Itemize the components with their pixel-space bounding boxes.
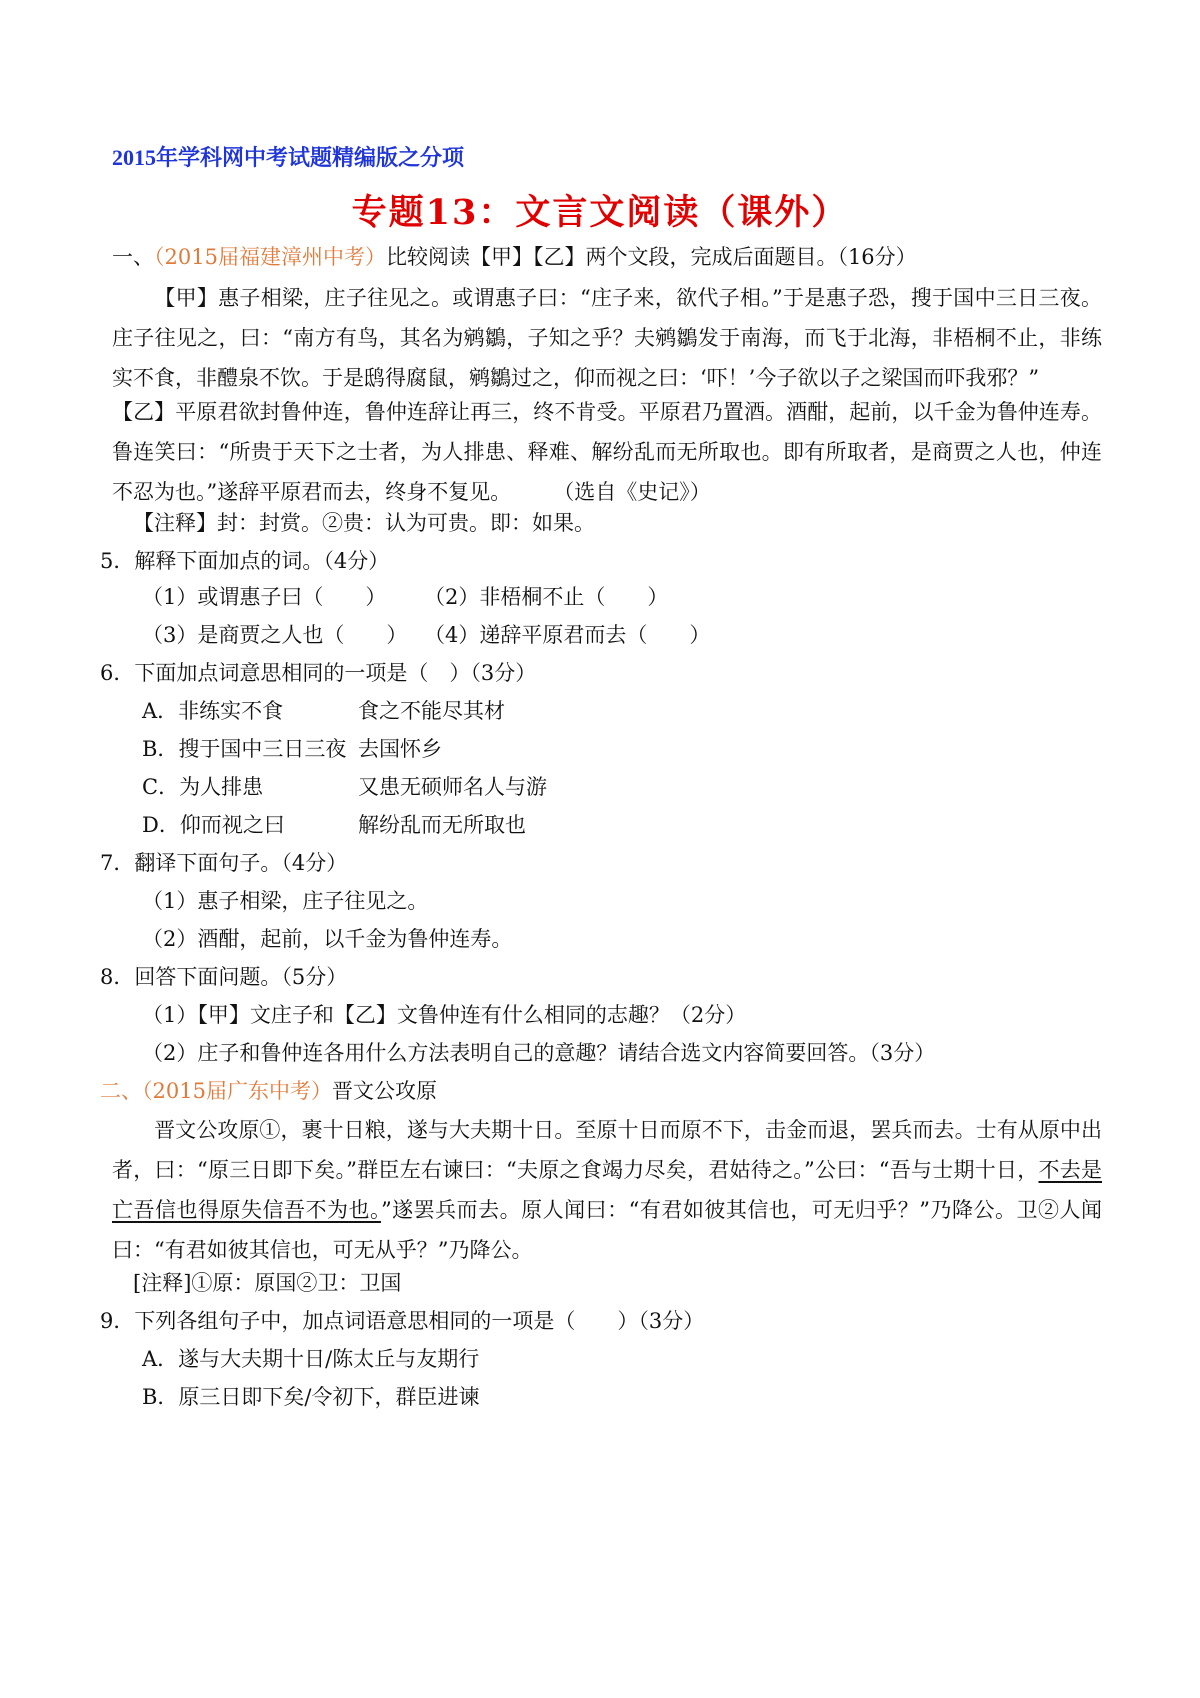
section2-note: [注释]①原：原国②卫：卫国: [133, 1271, 402, 1295]
passage-yi-source: （选自《史记》）: [563, 480, 711, 504]
q7-item: （1）惠子相梁，庄子往见之。: [142, 889, 429, 913]
q7-stem: 7．翻译下面句子。（4分）: [100, 851, 348, 875]
q6-option-right: 解纷乱而无所取也: [358, 813, 526, 837]
section2-heading: [100, 1076, 437, 1106]
q9-option: A．遂与大夫期十日/陈太丘与友期行: [142, 1347, 480, 1371]
q6-option-left: B．搜于国中三日三夜: [142, 737, 347, 761]
section1-note: 【注释】封：封赏。②贵：认为可贵。即：如果。: [133, 511, 595, 535]
series-title: 2015年学科网中考试题精编版之分项: [112, 145, 465, 170]
section1-heading: [112, 242, 917, 272]
q5-stem: 5．解释下面加点的词。（4分）: [100, 549, 390, 573]
passage-jin-wen-gong: 晋文公攻原①，裹十日粮，遂与大夫期十日。至原十日而原不下，击金而退，罢兵而去。士有从原中出者，曰：“原三日即下矣。”群臣左右谏曰：“夫原之食竭力尽矣，君姑待之。”公曰：“吾与士期十日，不去是亡吾信也得原失信吾不为也。”遂罢兵而去。原人闻曰：“有君如彼其信也，可无归乎？”乃降公。卫②人闻曰：“有君如彼其信也，可无从乎？”乃降公。: [112, 1118, 1103, 1262]
q6-option-left: C．为人排患: [142, 775, 264, 799]
q6-option-right: 又患无硕师名人与游: [358, 775, 547, 799]
q8-stem: 8．回答下面问题。（5分）: [100, 965, 348, 989]
section1-number: 一、: [112, 245, 154, 269]
q6-option-left: D．仰而视之曰: [142, 813, 285, 837]
q5-item: （4）递辞平原君而去（ ）: [424, 623, 711, 647]
passage-yi: 【乙】平原君欲封鲁仲连，鲁仲连辞让再三，终不肯受。平原君乃置酒。酒酣，起前，以千金为鲁仲连寿。鲁连笑曰：“所贵于天下之士者，为人排患、释难、解纷乱而无所取也。即有所取者，是商贾之人也，仲连不忍为也。”遂辞平原君而去，终身不复见。 （选自《史记》）: [112, 400, 1102, 504]
section2-title: 晋文公攻原: [331, 1079, 437, 1103]
q5-item: （2）非梧桐不止（ ）: [424, 585, 669, 609]
q7-item: （2）酒酣，起前，以千金为鲁仲连寿。: [142, 927, 513, 951]
q6-option-right: 去国怀乡: [358, 737, 442, 761]
q9-stem: 9．下列各组句子中，加点词语意思相同的一项是（ ）（3分）: [100, 1309, 705, 1333]
q8-item: （1）【甲】文庄子和【乙】文鲁仲连有什么相同的志趣？（2分）: [142, 1003, 747, 1027]
q8-item: （2）庄子和鲁仲连各用什么方法表明自己的意趣？请结合选文内容简要回答。（3分）: [142, 1041, 936, 1065]
underlined-sentence: 不去是亡吾信也得原失信吾不为也。: [112, 1158, 1103, 1222]
section1-source: （2015届福建漳州中考）: [154, 245, 386, 269]
q5-item: （3）是商贾之人也（ ）: [142, 623, 408, 647]
topic-title: 专题13：文言文阅读（课外）: [351, 192, 849, 233]
q6-option-left: A．非练实不食: [142, 699, 284, 723]
section1-instruction: 比较阅读【甲】【乙】两个文段，完成后面题目。（16分）: [385, 245, 917, 269]
q6-stem: 6．下面加点词意思相同的一项是（ ）（3分）: [100, 661, 537, 685]
passage-jia: 【甲】惠子相梁，庄子往见之。或谓惠子曰：“庄子来，欲代子相。”于是惠子恐，搜于国中三日三夜。庄子往见之，曰：“南方有鸟，其名为鹓鶵，子知之乎？夫鹓鶵发于南海，而飞于北海，非梧桐不止，非练实不食，非醴泉不饮。于是鸱得腐鼠，鹓鶵过之，仰而视之曰：‘吓！’今子欲以子之梁国而吓我邪？”: [112, 286, 1102, 390]
q5-item: （1）或谓惠子曰（ ）: [142, 585, 387, 609]
section2-number: 二、: [100, 1079, 142, 1103]
q9-option: B．原三日即下矣/令初下，群臣进谏: [142, 1385, 480, 1409]
q6-option-right: 食之不能尽其材: [358, 699, 505, 723]
section2-source: （2015届广东中考）: [142, 1079, 332, 1103]
